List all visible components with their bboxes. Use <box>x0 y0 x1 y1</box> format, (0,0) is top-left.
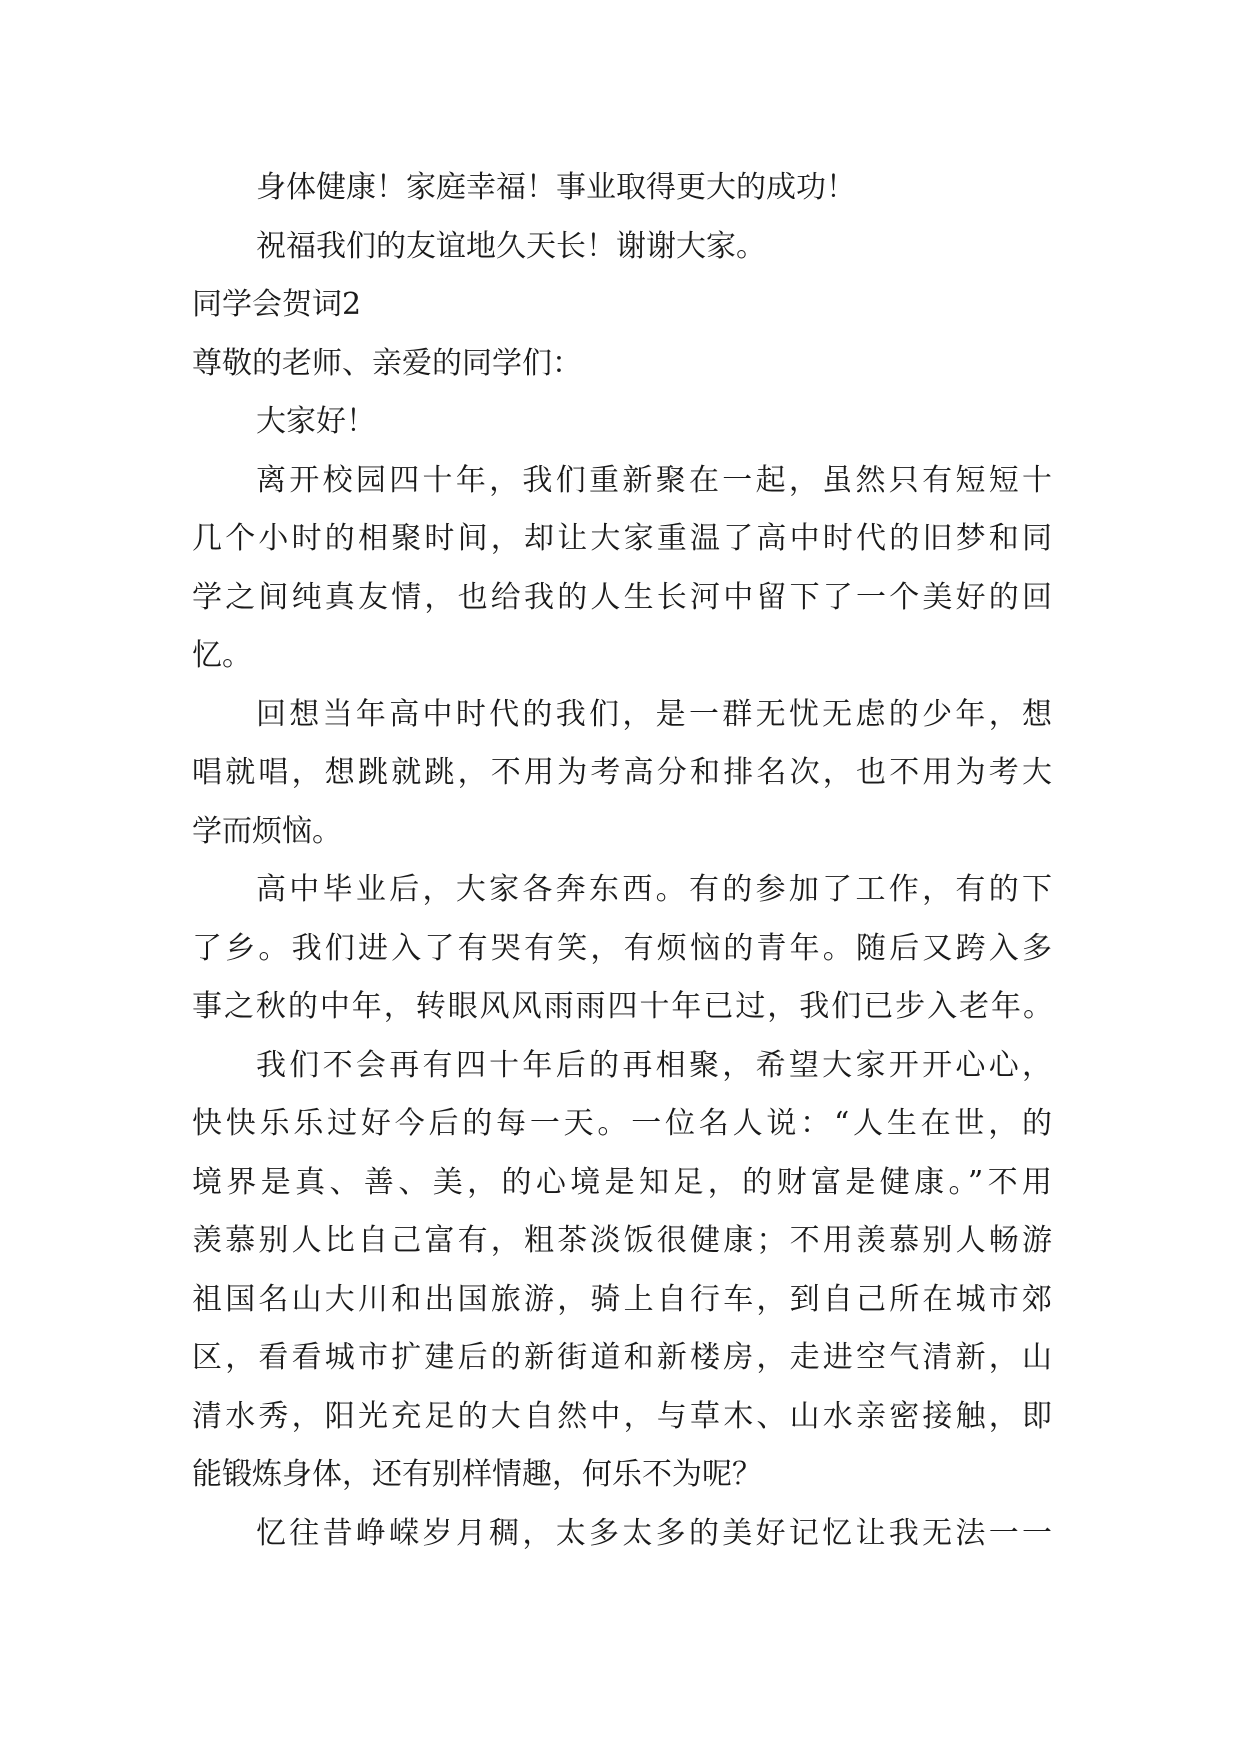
body-line: 清水秀，阳光充足的大自然中，与草木、山水亲密接触，即 <box>192 1398 1052 1434</box>
body-line: 羡慕别人比自己富有，粗茶淡饭很健康；不用羡慕别人畅游 <box>192 1223 1052 1258</box>
body-line: 能锻炼身体，还有别样情趣，何乐不为呢？ <box>192 1457 762 1492</box>
body-line: 离开校园四十年，我们重新聚在一起，虽然只有短短十 <box>256 462 1052 498</box>
body-line: 回想当年高中时代的我们，是一群无忧无虑的少年，想 <box>256 696 1052 732</box>
body-line: 身体健康！家庭幸福！事业取得更大的成功！ <box>256 170 856 205</box>
body-line: 学之间纯真友情，也给我的人生长河中留下了一个美好的回 <box>192 579 1052 615</box>
body-line: 几个小时的相聚时间，却让大家重温了高中时代的旧梦和同 <box>192 521 1052 556</box>
body-line: 境界是真、善、美，的心境是知足，的财富是健康。”不用 <box>192 1164 1052 1200</box>
body-line: 事之秋的中年，转眼风风雨雨四十年已过，我们已步入老年。 <box>192 989 1052 1024</box>
body-line: 祖国名山大川和出国旅游，骑上自行车，到自己所在城市郊 <box>192 1281 1052 1317</box>
body-line: 忆往昔峥嵘岁月稠，太多太多的美好记忆让我无法一一 <box>256 1515 1052 1551</box>
body-line: 学而烦恼。 <box>192 813 342 849</box>
body-line: 快快乐乐过好今后的每一天。一位名人说：“人生在世，的 <box>192 1106 1052 1141</box>
section-heading: 同学会贺词2 <box>192 287 362 322</box>
body-line: 了乡。我们进入了有哭有笑，有烦恼的青年。随后又跨入多 <box>192 930 1052 966</box>
body-line: 忆。 <box>192 638 252 673</box>
body-line: 高中毕业后，大家各奔东西。有的参加了工作，有的下 <box>256 872 1052 907</box>
body-line: 我们不会再有四十年后的再相聚，希望大家开开心心， <box>256 1047 1052 1083</box>
greeting: 大家好！ <box>256 404 376 439</box>
salutation: 尊敬的老师、亲爱的同学们： <box>192 345 582 381</box>
body-line: 祝福我们的友谊地久天长！谢谢大家。 <box>256 228 766 264</box>
document-body <box>192 159 1052 1563</box>
body-line: 区，看看城市扩建后的新街道和新楼房，走进空气清新，山 <box>192 1340 1052 1375</box>
body-line: 唱就唱，想跳就跳，不用为考高分和排名次，也不用为考大 <box>192 755 1052 790</box>
